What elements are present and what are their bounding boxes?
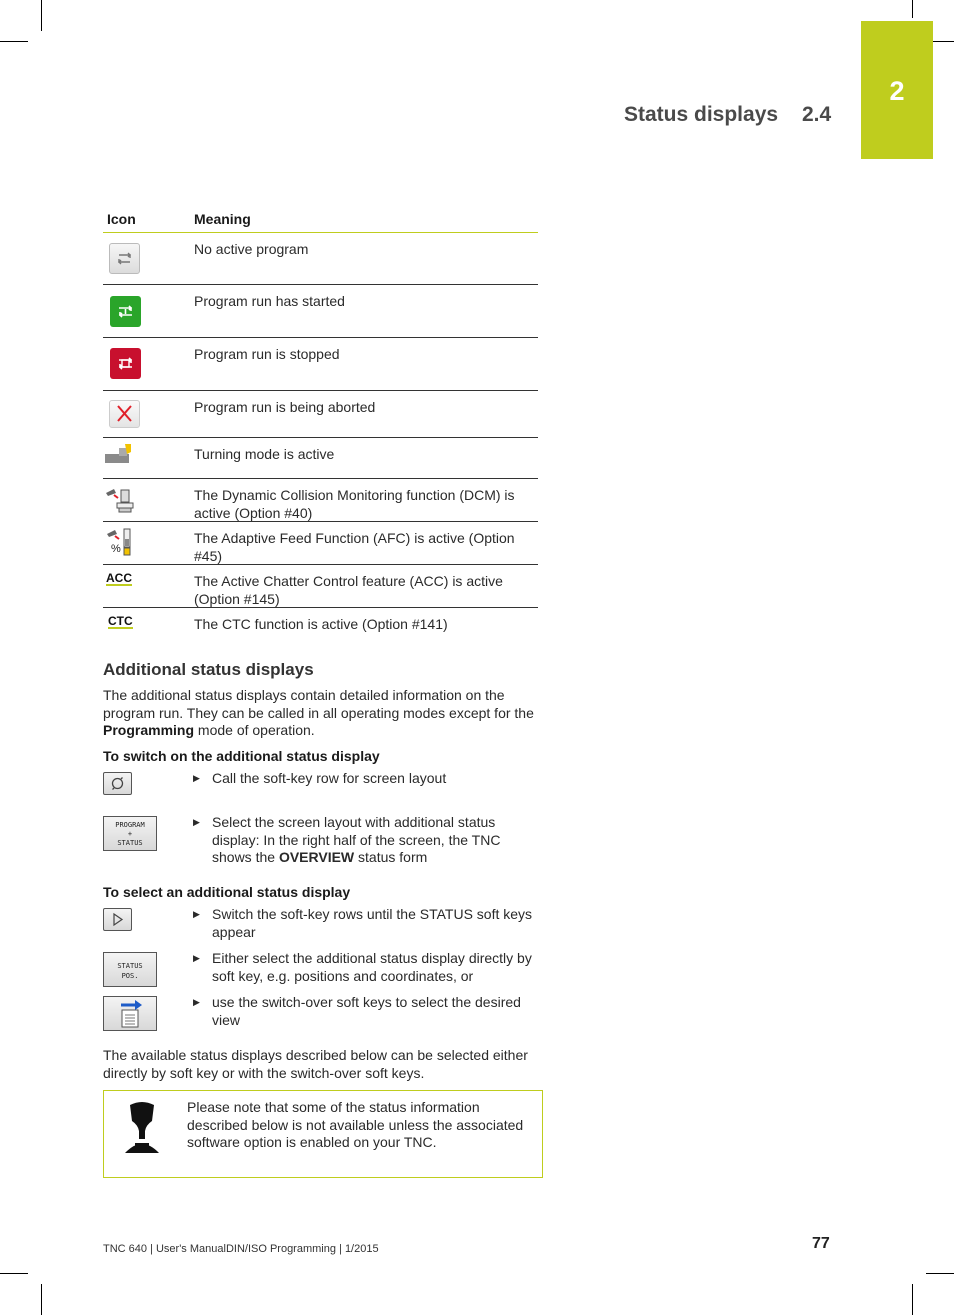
step-text: Switch the soft-key rows until the STATUS soft keys appear [212, 906, 533, 940]
ctc-icon [108, 612, 142, 630]
footer-text: TNC 640 | User's ManualDIN/ISO Programming | 1/2015 [103, 1243, 379, 1255]
table-header [103, 203, 538, 233]
intro-bold: Programming [103, 722, 195, 738]
table-row [103, 391, 538, 438]
table-row [103, 285, 538, 338]
key-label: STATUS [117, 962, 143, 970]
acc-icon [106, 569, 140, 587]
step-item [193, 906, 538, 941]
step-text: use the switch-over soft keys to select the desired view [212, 994, 521, 1028]
col-meaning-header: Meaning [194, 211, 251, 227]
chapter-number: 2 [889, 76, 905, 106]
table-row [103, 608, 538, 636]
crop-mark [912, 0, 913, 18]
step-text [193, 814, 538, 867]
crop-mark [912, 1284, 913, 1315]
dcm-icon [104, 487, 136, 515]
section-title: Status displays [624, 103, 779, 126]
key-label: STATUS [117, 839, 143, 847]
key-label: POS. [121, 972, 139, 980]
table-row [103, 338, 538, 391]
section-number: 2.4 [802, 103, 832, 126]
no-active-program-icon [109, 243, 140, 274]
step-arrow-icon: ▶ [193, 909, 200, 919]
triangle-right-icon [104, 909, 131, 930]
note-text: Please note that some of the status information described below is not available unless the associated software option is enabled on your TNC. [187, 1099, 524, 1150]
step-text-bold: OVERVIEW [278, 849, 355, 865]
row-meaning: Turning mode is active [194, 446, 335, 462]
step-item [193, 950, 538, 985]
key-label: PROGRAM [115, 821, 145, 829]
acc-icon-label: ACC [106, 571, 132, 585]
outro-paragraph: The available status displays described below can be selected either directly by soft key or with the switch-over soft keys. [103, 1047, 528, 1081]
step-item [193, 994, 538, 1029]
page-number: 77 [812, 1235, 830, 1252]
row-meaning: No active program [194, 241, 309, 257]
col-icon-header: Icon [107, 211, 136, 227]
note-icon [122, 1101, 162, 1157]
row-meaning: Program run is being aborted [194, 399, 376, 415]
row-meaning: The Active Chatter Control feature (ACC) is active (Option #145) [194, 573, 503, 607]
crop-mark [41, 0, 42, 31]
step-text-1: Select the screen layout with additional status display: In the right half of the screen, the TNC shows the [212, 814, 501, 865]
intro-paragraph [103, 687, 543, 740]
step-arrow-icon: ▶ [193, 773, 200, 783]
crop-mark [0, 1273, 28, 1274]
table-row [103, 522, 538, 565]
turning-mode-icon [105, 442, 135, 468]
step-text-2: status form [354, 849, 428, 865]
step-arrow-icon: ▶ [193, 997, 200, 1007]
program-stopped-icon [110, 348, 141, 379]
row-meaning: The CTC function is active (Option #141) [194, 616, 448, 632]
next-softkey-row-key[interactable] [103, 908, 132, 931]
step-arrow-icon: ▶ [193, 953, 200, 963]
screen-layout-key[interactable] [103, 772, 132, 795]
section-heading: Additional status displays [103, 660, 314, 679]
key-label: + [127, 830, 133, 838]
screen-layout-icon [104, 773, 131, 794]
step-text: Call the soft-key row for screen layout [212, 770, 447, 786]
icon-table [103, 203, 538, 636]
table-row [103, 479, 538, 522]
table-row [103, 438, 538, 479]
program-started-icon [110, 296, 141, 327]
row-meaning: Program run has started [194, 293, 345, 309]
intro-text-2: mode of operation. [194, 722, 315, 738]
table-row [103, 233, 538, 285]
status-pos-key[interactable] [103, 952, 157, 987]
row-meaning: The Adaptive Feed Function (AFC) is active (Option #45) [194, 530, 515, 564]
step-arrow-icon: ▶ [193, 817, 200, 827]
afc-percent-symbol: % [111, 543, 121, 555]
crop-mark [926, 1273, 954, 1274]
table-row [103, 565, 538, 608]
intro-text-1: The additional status displays contain detailed information on the program run. They can be called in all operating modes except for the [103, 687, 534, 721]
switch-over-key[interactable] [103, 996, 157, 1031]
switch-on-heading: To switch on the additional status display [103, 748, 380, 764]
row-meaning: Program run is stopped [194, 346, 340, 362]
row-meaning: The Dynamic Collision Monitoring function (DCM) is active (Option #40) [194, 487, 515, 521]
program-status-key[interactable] [103, 816, 157, 851]
select-heading: To select an additional status display [103, 884, 351, 900]
ctc-icon-label: CTC [108, 614, 133, 628]
step-text: Either select the additional status display directly by soft key, e.g. positions and coordinates, or [212, 950, 532, 984]
crop-mark [41, 1284, 42, 1315]
switch-over-icon [104, 997, 156, 1030]
chapter-tab [861, 21, 933, 159]
crop-mark [0, 41, 28, 42]
step-item [193, 814, 538, 867]
program-aborted-icon [109, 400, 140, 428]
step-item [193, 770, 538, 788]
afc-icon [105, 527, 135, 561]
note-box [103, 1090, 543, 1178]
